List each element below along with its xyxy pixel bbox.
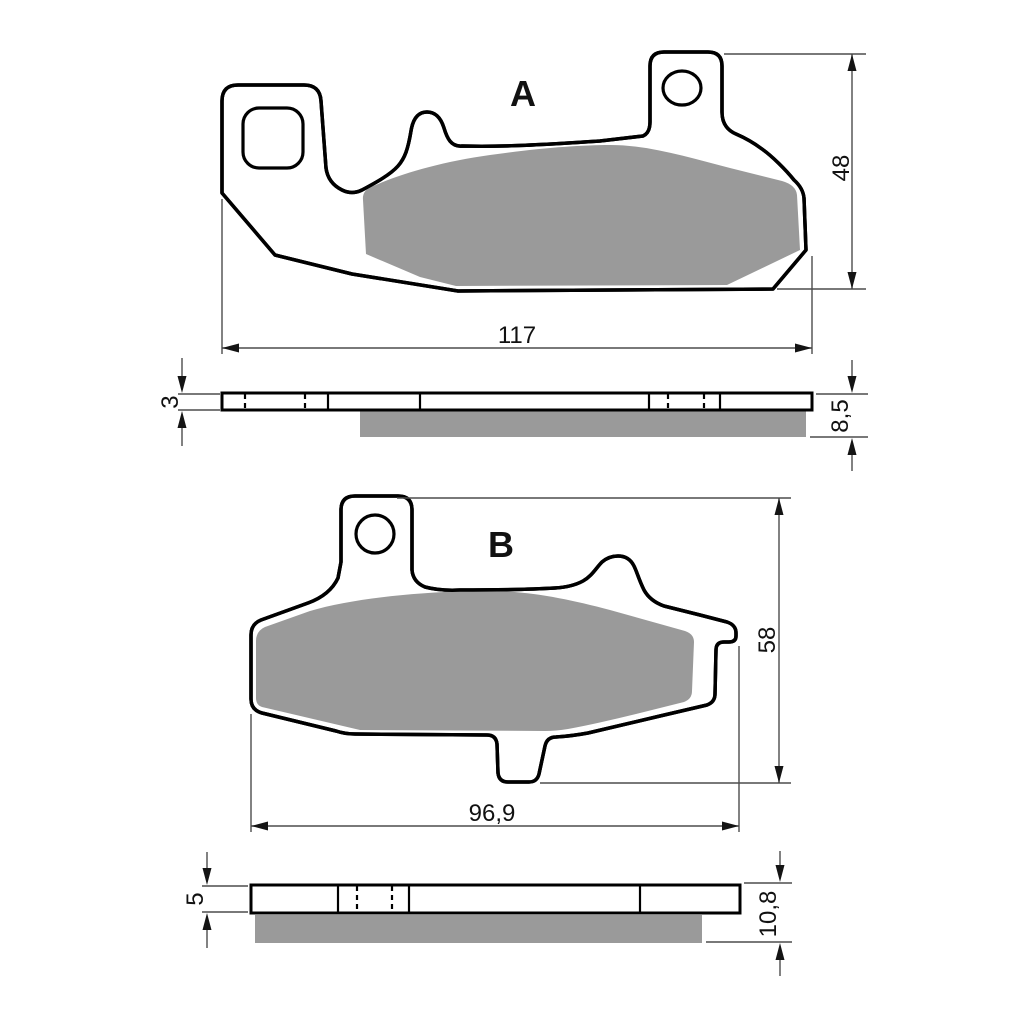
side-b-friction-material: [255, 915, 702, 943]
dim-a-total-thickness: [810, 360, 868, 471]
dim-a-plate-thickness: [157, 358, 220, 446]
dimension-arrow-down-icon: [776, 865, 785, 882]
dimension-arrow-up-icon: [848, 54, 857, 71]
side-a-friction-material: [360, 411, 806, 437]
dimension-arrow-down-icon: [775, 766, 784, 783]
figure-b-side-view: [182, 851, 792, 976]
dim-a-height-value: 48: [828, 154, 855, 182]
side-b-backplate: [251, 885, 740, 913]
dim-b-total-thickness-value: 10,8: [755, 890, 782, 938]
dim-b-plate-thickness-value: 5: [182, 892, 209, 906]
dimension-arrow-down-icon: [178, 376, 187, 393]
pad-a-mounting-hole-left: [243, 108, 303, 168]
dimension-arrow-down-icon: [203, 868, 212, 885]
dimension-arrow-right-icon: [795, 344, 812, 353]
figure-a: [222, 52, 866, 354]
dim-a-width-value: 117: [497, 322, 537, 349]
dimension-arrow-left-icon: [251, 822, 268, 831]
dimension-arrow-down-icon: [848, 376, 857, 393]
dim-b-plate-thickness: [182, 852, 248, 948]
dimension-arrow-up-icon: [178, 411, 187, 428]
dimension-arrow-up-icon: [776, 943, 785, 960]
dimension-arrow-up-icon: [775, 498, 784, 515]
dim-b-height-value: 58: [754, 626, 781, 654]
side-a-backplate: [222, 393, 812, 410]
dimension-arrow-up-icon: [203, 913, 212, 930]
dim-a-plate-thickness-value: 3: [157, 395, 184, 409]
dimension-arrow-down-icon: [848, 272, 857, 289]
pad-a-mounting-hole-right: [663, 71, 701, 105]
dimension-arrow-left-icon: [222, 344, 239, 353]
dim-a-total-thickness-value: 8,5: [827, 399, 854, 433]
figure-b: [251, 496, 791, 832]
figure-a-label: A: [510, 73, 536, 114]
figure-b-label: B: [488, 524, 514, 565]
dimension-arrow-up-icon: [848, 438, 857, 455]
dim-b-width-value: 96,9: [468, 800, 516, 827]
dimension-arrow-right-icon: [722, 822, 739, 831]
figure-a-side-view: [157, 358, 868, 471]
pad-b-mounting-hole: [356, 515, 394, 553]
